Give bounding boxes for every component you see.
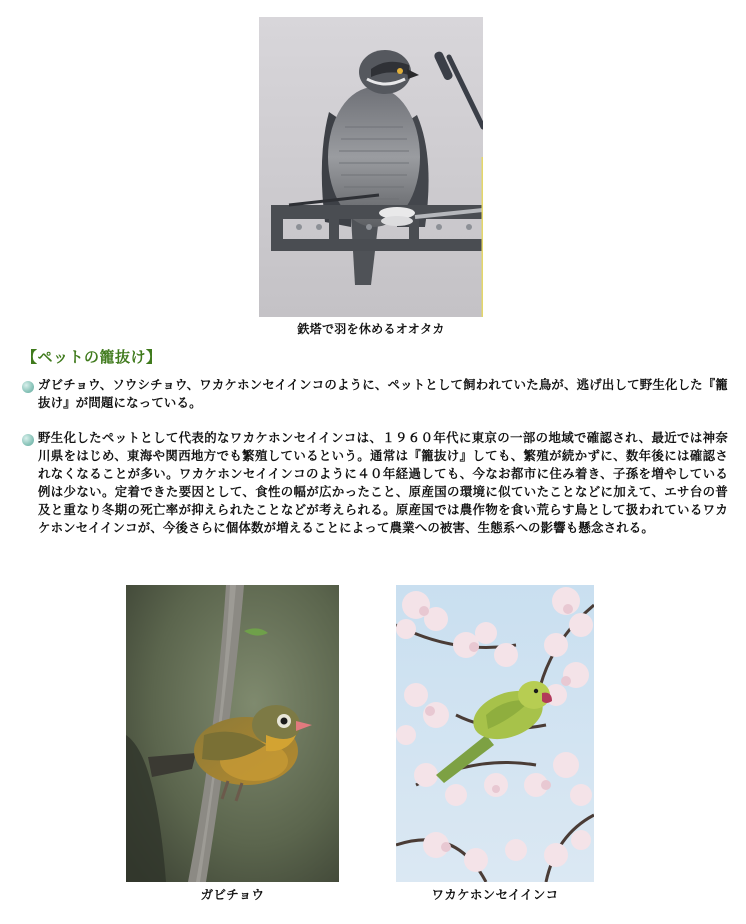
paragraph-item [22, 376, 728, 412]
paragraph-text: ガビチョウ、ソウシチョウ、ワカケホンセイインコのように、ペットとして飼われていた鳥が、逃げ出して野生化した『籠抜け』が問題になっている。 [38, 377, 728, 410]
parakeet-caption: ワカケホンセイインコ [431, 887, 559, 902]
paragraph-text: 野生化したペットとして代表的なワカケホンセイインコは、１９６０年代に東京の一部の地域で確認され、最近では神奈川県をはじめ、東海や関西地方でも繁殖しているという。通常は『籠抜け』しても、繁殖が続かずに、数年後には確認されなくなることが多い。ワカケホンセイインコのように４０年経過しても、今なお都市に住み着き、子孫を増やしている例は少ない。定着できた要因として、食性の幅が広かったこと、原産国の環境に似ていたことなどに加えて、エサ台の普及と重なり冬期の死亡率が抑えられたことなどが考えられる。原産国では農作物を食い荒らす鳥として扱われているワカケホンセイインコが、今後さらに個体数が増えることによって農業への被害、生態系への影響も懸念される。 [38, 430, 728, 535]
parakeet-photo [396, 585, 594, 882]
goshawk-caption: 鉄塔で羽を休めるオオタカ [297, 322, 445, 336]
bullet-icon [22, 381, 34, 393]
paragraph-item [22, 429, 728, 537]
gabichou-caption: ガビチョウ [200, 887, 265, 902]
goshawk-photo [259, 17, 483, 317]
section-heading: 【ペットの籠抜け】 [22, 348, 162, 366]
bullet-icon [22, 434, 34, 446]
gabichou-photo [126, 585, 339, 882]
